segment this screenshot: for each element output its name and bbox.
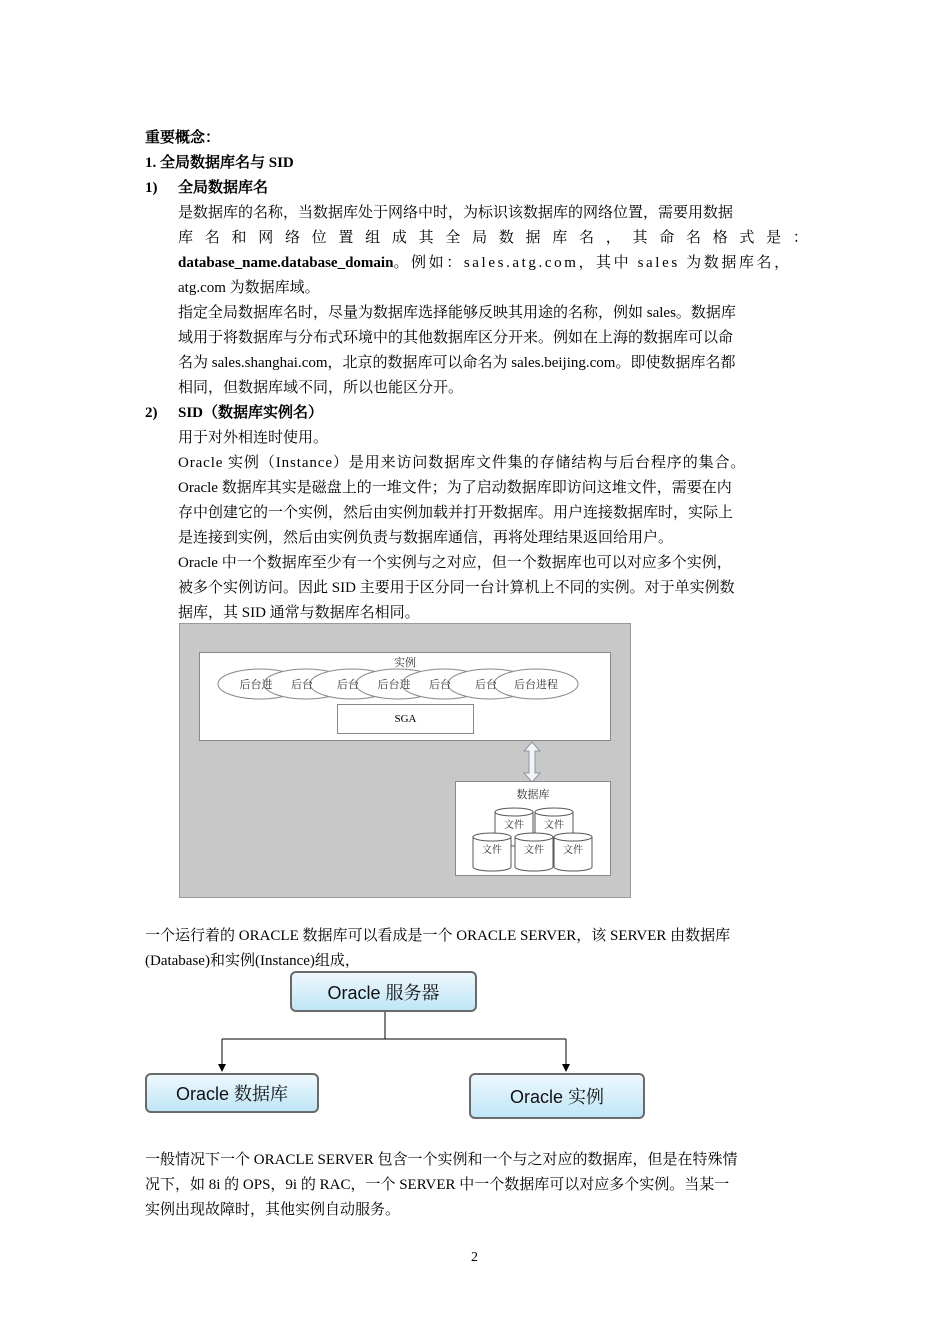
final-line2: 况下，如 8i 的 OPS，9i 的 RAC，一个 SERVER 中一个数据库可以对应多个实例。当某一 [145, 1177, 730, 1193]
p1-line1: 是数据库的名称，当数据库处于网络中时，为标识该数据库的网络位置，需要用数据 [178, 205, 734, 221]
p2-line3: 名为 sales.shanghai.com，北京的数据库可以命名为 sales.beijing.com。即使数据库名都 [178, 355, 736, 371]
p1-line2-char: 其 [418, 230, 434, 246]
file-label: 文件 [504, 820, 524, 831]
sga-box: SGA [337, 704, 474, 734]
p5-line2: 被多个实例访问。因此 SID 主要用于区分同一台计算机上不同的实例。对于单实例数 [178, 580, 735, 596]
p1-line2-char: 格 [712, 230, 728, 246]
file-cylinders [456, 782, 610, 875]
final-line1: 一般情况下一个 ORACLE SERVER 包含一个实例和一个与之对应的数据库，但是在特殊情 [145, 1152, 738, 1168]
p1-line2-char: 库 [178, 230, 194, 246]
p2-line1: 指定全局数据库名时，尽量为数据库选择能够反映其用途的名称，例如 sales。数据库 [178, 305, 736, 321]
p1-line2-char: 名 [579, 230, 595, 246]
file-label: 文件 [544, 820, 564, 831]
instance-database-diagram [179, 623, 631, 898]
p2-line4: 相同，但数据库域不同，所以也能区分开。 [178, 380, 464, 396]
item2-title: SID（数据库实例名） [178, 405, 324, 421]
file-label: 文件 [524, 845, 544, 856]
file-cylinder [473, 833, 511, 871]
oracle-server-box: Oracle 服务器 [290, 971, 477, 1012]
p1-line2-char: 局 [472, 230, 488, 246]
heading: 重要概念： [145, 130, 221, 146]
p1-line2-char: 其 [632, 230, 648, 246]
server-para-line1: 一个运行着的 ORACLE 数据库可以看成是一个 ORACLE SERVER，该 SERVER 由数据库 [145, 928, 731, 944]
p1-line3-rest: 。例如：sales.atg.com，其中 sales 为数据库名， [393, 255, 792, 271]
p1-line2-char: 位 [311, 230, 327, 246]
p1-line2-char: 库 [552, 230, 568, 246]
p1-line2 [178, 228, 808, 248]
database-box [455, 781, 611, 876]
p1-line3 [178, 253, 792, 273]
p1-line2-char: 数 [498, 230, 514, 246]
section-title: 1. 全局数据库名与 SID [145, 155, 294, 171]
file-label: 文件 [482, 845, 502, 856]
p1-line2-char: 络 [284, 230, 300, 246]
p1-line2-char: 组 [365, 230, 381, 246]
oracle-database-box: Oracle 数据库 [145, 1073, 319, 1113]
p4-line4: 是连接到实例，然后由实例负责与数据库通信，再将处理结果返回给用户。 [178, 530, 674, 546]
p2-line2: 域用于将数据库与分布式环境中的其他数据库区分开来。例如在上海的数据库可以命 [178, 330, 734, 346]
p1-line2-char: 网 [258, 230, 274, 246]
p1-line2-char: 命 [659, 230, 675, 246]
p1-line2-char: 名 [685, 230, 701, 246]
p1-line2-char: 名 [204, 230, 220, 246]
p1-line2-char: ： [792, 230, 808, 246]
p3-line1: 用于对外相连时使用。 [178, 430, 329, 446]
process-label: 后台 [475, 678, 497, 691]
final-line3: 实例出现故障时，其他实例自动服务。 [145, 1202, 401, 1218]
p4-line2: Oracle 数据库其实是磁盘上的一堆文件；为了启动数据库即访问这堆文件，需要在内 [178, 480, 732, 496]
p1-line2-char: 是 [766, 230, 782, 246]
p5-line1: Oracle 中一个数据库至少有一个实例与之对应，但一个数据库也可以对应多个实例， [178, 555, 732, 571]
item2-number: 2) [145, 405, 158, 421]
process-label: 后台进程 [514, 678, 558, 691]
item1-title: 全局数据库名 [178, 180, 269, 196]
p1-line2-char: ， [605, 230, 621, 246]
page-number: 2 [471, 1250, 478, 1265]
database-label: 数据库 [516, 789, 550, 801]
p1-line2-char: 式 [739, 230, 755, 246]
p1-line2-char: 置 [338, 230, 354, 246]
domain-format: database_name.database_domain [178, 255, 394, 271]
p1-line2-char: 成 [391, 230, 407, 246]
instance-label: 实例 [394, 657, 416, 669]
p1-line4: atg.com 为数据库域。 [178, 280, 320, 296]
process-label: 后台进 [239, 678, 273, 691]
file-cylinder [515, 833, 553, 871]
p5-line3: 据库，其 SID 通常与数据库名相同。 [178, 605, 420, 621]
instance-box [199, 652, 611, 741]
process-label: 后台 [337, 678, 359, 691]
oracle-instance-box: Oracle 实例 [469, 1073, 645, 1119]
item1-number: 1) [145, 180, 158, 196]
p1-line2-char: 和 [231, 230, 247, 246]
p1-line2-char: 据 [525, 230, 541, 246]
file-cylinder [554, 833, 592, 871]
p4-line1: Oracle 实例（Instance）是用来访问数据库文件集的存储结构与后台程序的集合。 [178, 455, 747, 471]
p4-line3: 存中创建它的一个实例，然后由实例加载并打开数据库。用户连接数据库时，实际上 [178, 505, 734, 521]
double-arrow-icon [522, 741, 542, 783]
file-label: 文件 [563, 845, 583, 856]
process-label: 后台进 [377, 678, 411, 691]
process-label: 后台 [429, 678, 451, 691]
server-para-line2: (Database)和实例(Instance)组成， [145, 953, 360, 969]
p1-line2-char: 全 [445, 230, 461, 246]
process-label: 后台 [291, 678, 313, 691]
